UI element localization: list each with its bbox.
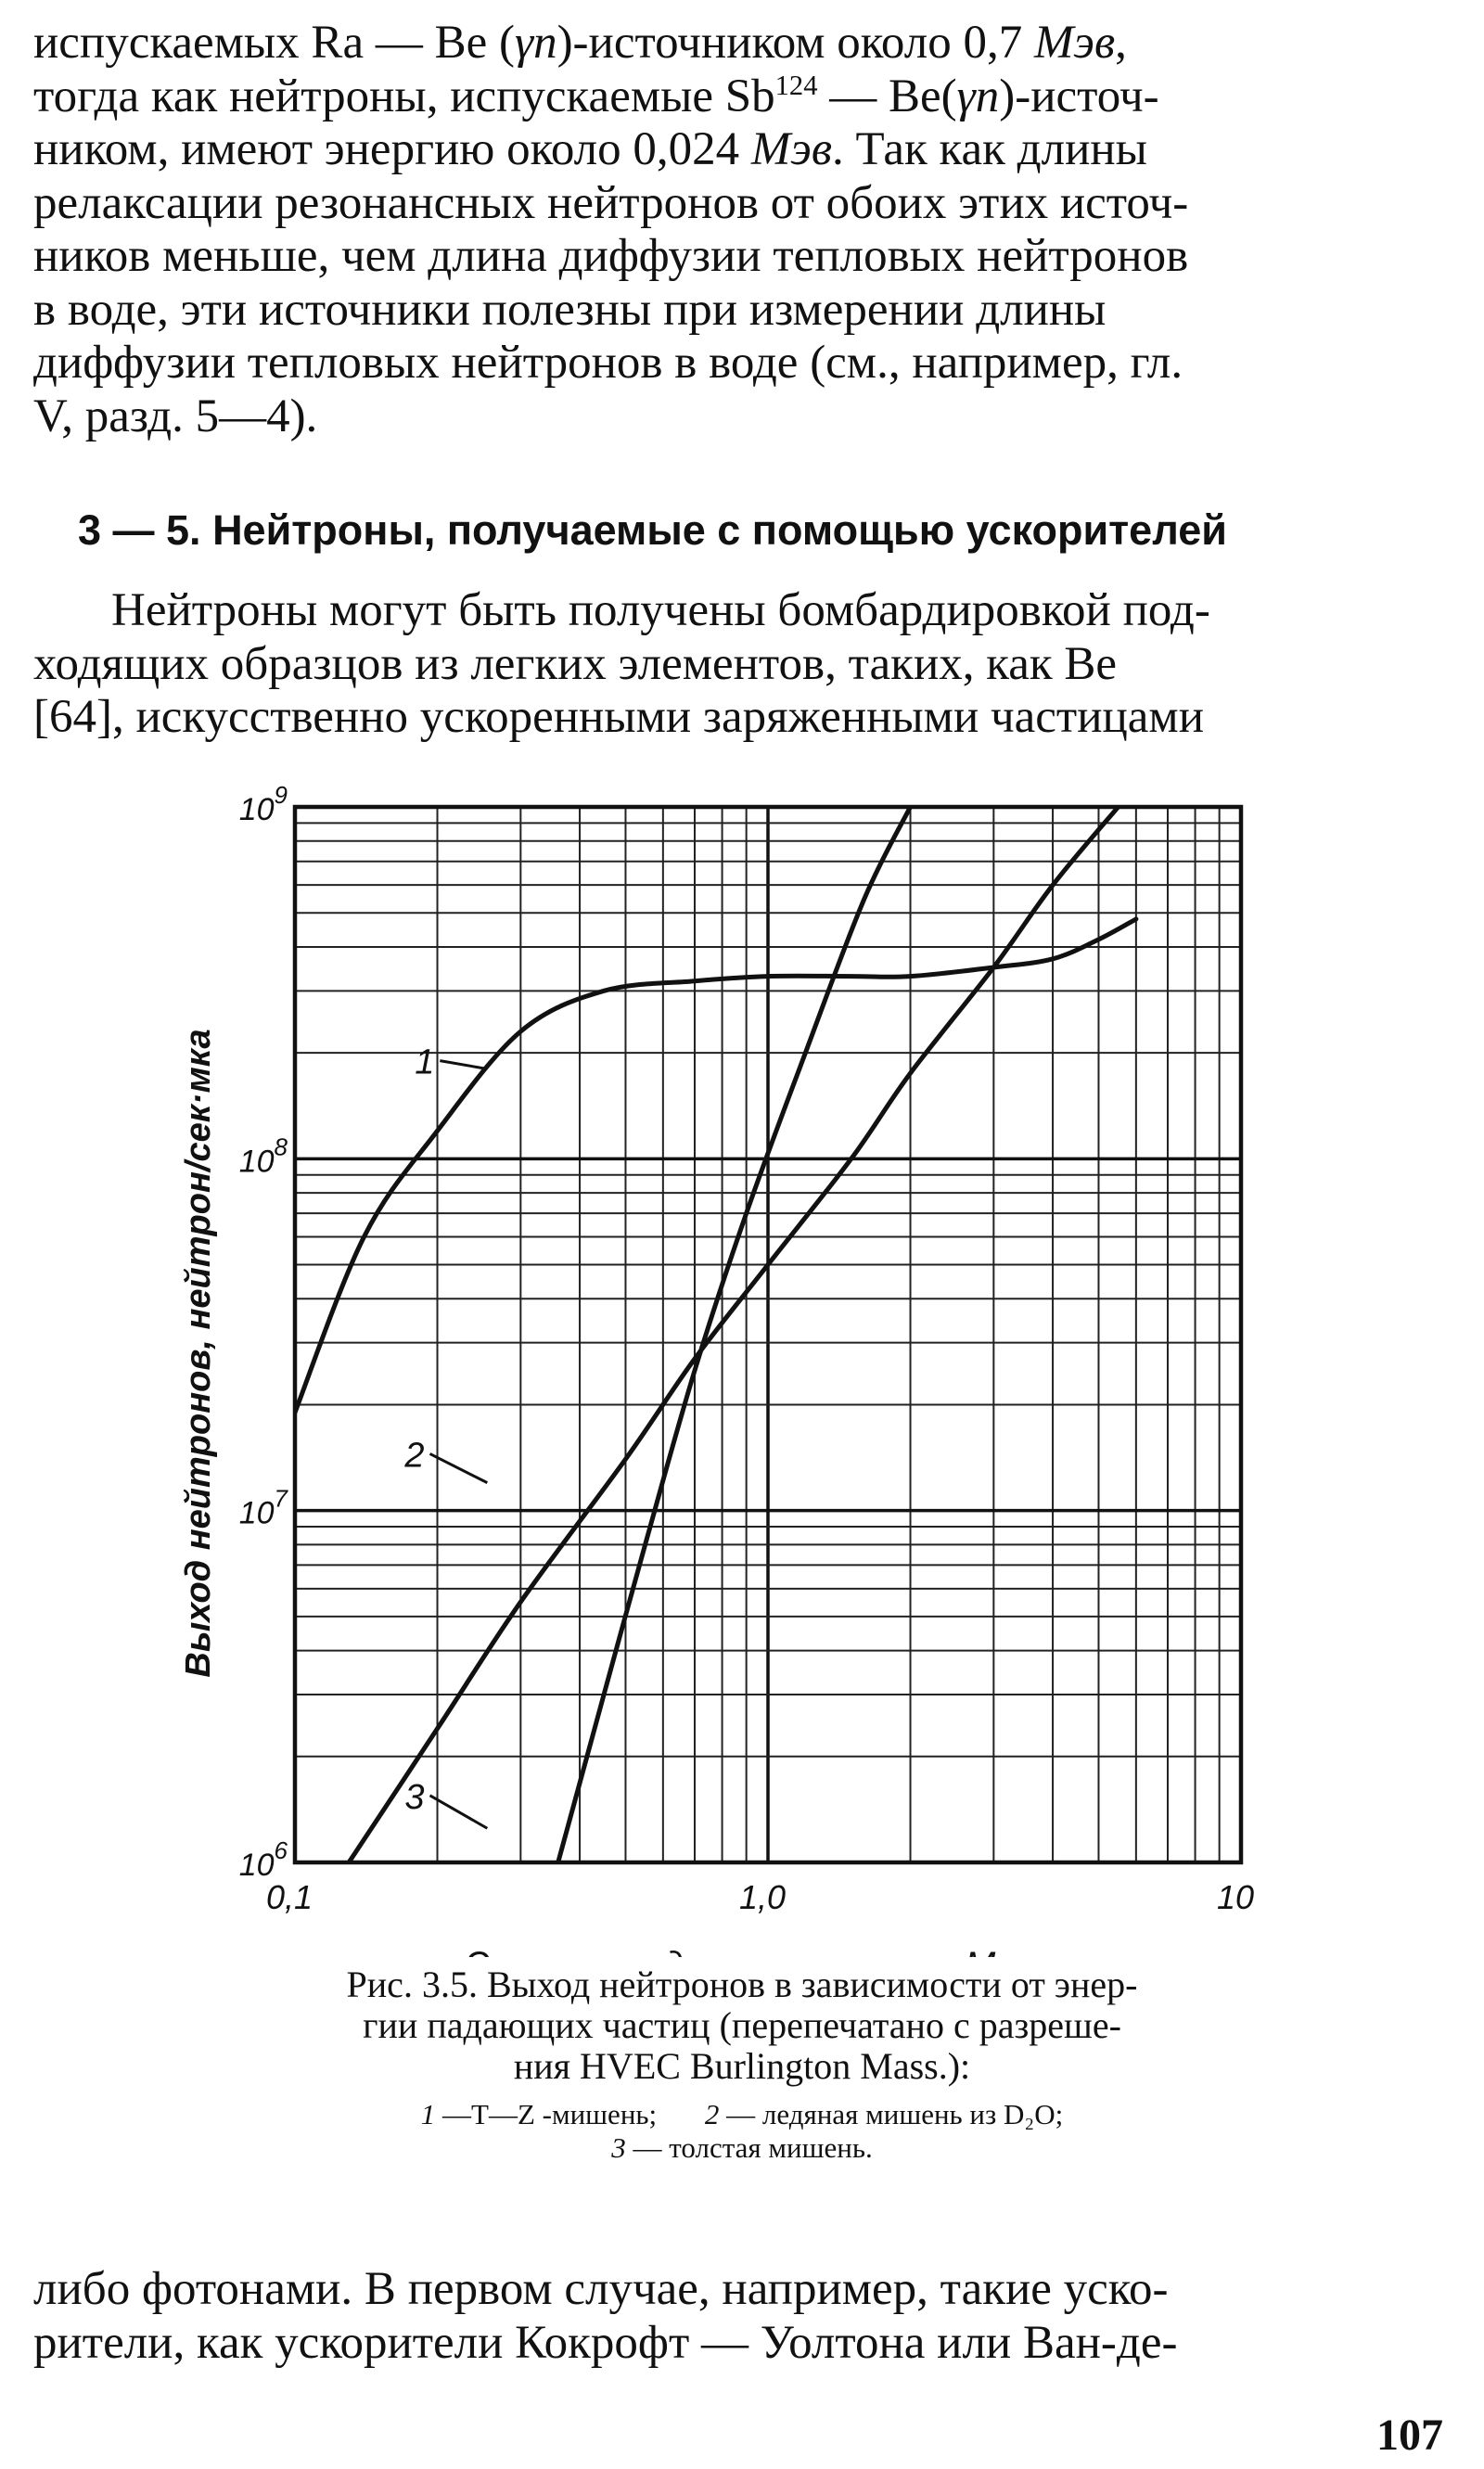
legend-item: 3 — толстая мишень.: [611, 2131, 873, 2164]
y-tick-label: $10^6$: [238, 1836, 288, 1883]
text-line: ников меньше, чем длина диффузии тепловых нейтронов: [33, 230, 1189, 282]
text-line: либо фотонами. В первом случае, например, такие уско-: [33, 2263, 1169, 2315]
curve-leader-3: [430, 1796, 488, 1828]
y-axis-label: Выход нейтронов, нейтрон/сек·мка: [179, 1029, 218, 1678]
y-tick-label: $10^8$: [238, 1132, 288, 1180]
text-line: в воде, эти источники полезны при измерении длины: [33, 283, 1107, 336]
legend-item: 2 — ледяная мишень из D₂O;: [704, 2098, 1064, 2130]
figure-legend: [223, 2098, 1261, 2165]
text-line: [64], искусственно ускоренными заряженными частицами: [33, 691, 1205, 743]
curve-label-3: 3: [404, 1777, 425, 1817]
curve-label-2: 2: [404, 1436, 425, 1476]
paragraph-top: [33, 17, 1443, 443]
text-line: ходящих образцов из легких элементов, таких, как Be: [33, 637, 1118, 690]
section-heading: 3 — 5. Нейтроны, получаемые с помощью ускорителей: [78, 506, 1227, 554]
text-line: ником, имеют энергию около 0,024 Мэв. Так как длины: [33, 123, 1147, 175]
x-axis-label: [466, 1945, 1034, 1957]
paragraph-bottom: [33, 2263, 1443, 2370]
chart-series: [295, 807, 1136, 1862]
caption-line: ния HVEC Burlington Mass.):: [513, 2045, 971, 2087]
x-tick-label: 1,0: [738, 1878, 787, 1916]
x-tick-label: 10: [1216, 1878, 1255, 1916]
figure-caption: [223, 1964, 1261, 2087]
series-curve-1: [295, 919, 1136, 1413]
figure-chart: [0, 779, 1484, 1957]
text-line: диффузии тепловых нейтронов в воде (см., например, гл.: [33, 337, 1183, 389]
chart-labels: [179, 781, 1254, 1957]
chart-svg: [0, 779, 1484, 1957]
y-tick-label: $10^9$: [238, 781, 288, 827]
text-line: Нейтроны могут быть получены бомбардировкой под-: [111, 584, 1210, 636]
curve-leader-2: [430, 1453, 488, 1482]
text-line: V, разд. 5—4).: [33, 390, 318, 442]
text-line: тогда как нейтроны, испускаемые Sb$^{124}$ — Be(γn)-источ-: [33, 69, 1159, 122]
page-number: 107: [1376, 2411, 1443, 2460]
chart-grid: [295, 807, 1241, 1862]
paragraph-mid: [33, 584, 1443, 745]
series-curve-3: [558, 807, 911, 1862]
x-tick-label: 0,1: [265, 1878, 313, 1916]
curve-leader-1: [440, 1061, 487, 1069]
legend-item: 1 —Т—Z -мишень;: [420, 2098, 658, 2130]
curve-label-1: 1: [415, 1043, 435, 1082]
text-line: испускаемых Ra — Be (γn)-источником около 0,7 Мэв,: [33, 17, 1127, 69]
caption-line: Рис. 3.5. Выход нейтронов в зависимости от энер-: [346, 1964, 1138, 2005]
text-line: рители, как ускорители Кокрофт — Уолтона или Ван-де-: [33, 2316, 1178, 2369]
y-tick-label: $10^7$: [238, 1484, 288, 1531]
text-line: релаксации резонансных нейтронов от обоих этих источ-: [33, 176, 1189, 229]
caption-line: гии падающих частиц (перепечатано с разреше-: [363, 2004, 1121, 2046]
